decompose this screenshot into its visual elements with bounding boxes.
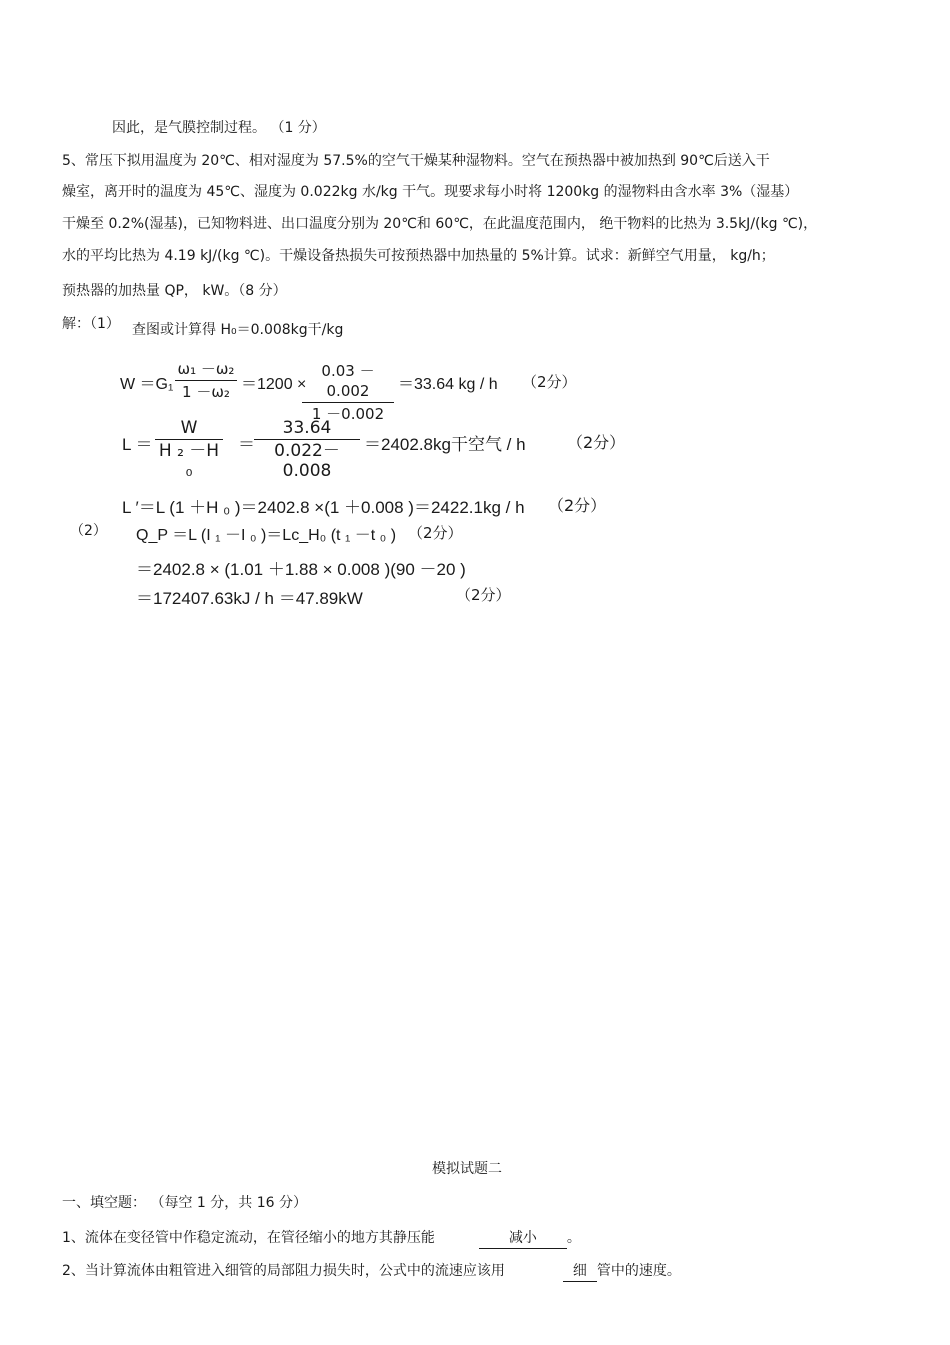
fraction-bar (155, 439, 223, 440)
equation-qp-line-2: ＝2402.8 × (1.01 ＋1.88 × 0.008 )(90 －20 ) (136, 560, 466, 579)
equation-w-fraction-1 (175, 359, 237, 402)
equation-qp-line-3-score: （2分） (456, 586, 511, 604)
equation-qp-line-1: Q_P ＝L (I ₁ －I ₀ )＝Lc_H₀ (t ₁ －t ₀ ) (136, 527, 397, 544)
problem-line-3: 干燥至 0.2%(湿基)，已知物料进、出口温度分别为 20℃和 60℃，在此温度范围内， 绝干物料的比热为 3.5kJ/(kg ℃)， (62, 216, 818, 232)
fraction-numerator: 0.03 －0.002 (321, 362, 375, 400)
question-2 (62, 1261, 681, 1282)
exam-title: 模拟试题二 (432, 1161, 502, 1177)
intro-line: 因此，是气膜控制过程。 （1 分） (112, 120, 326, 136)
question-1-text: 1、流体在变径管中作稳定流动，在管径缩小的地方其静压能 (62, 1230, 435, 1246)
question-2-text: 2、当计算流体由粗管进入细管的局部阻力损失时，公式中的流速应该用 (62, 1263, 505, 1279)
equation-w-score: （2分） (522, 373, 577, 391)
solution-label-2: （2） (70, 523, 107, 539)
equation-l-prime-score: （2分） (548, 496, 607, 515)
fraction-numerator: 33.64 (282, 418, 332, 438)
equation-qp-line-3: ＝172407.63kJ / h ＝47.89kW (136, 589, 363, 608)
equation-w-lhs: W ＝G₁ (120, 376, 174, 393)
solution-label-1: 解：（1） (62, 316, 120, 332)
question-2-answer: 细 (563, 1261, 597, 1282)
equation-w-fraction-2 (302, 361, 394, 424)
solution-step-1: 查图或计算得 H₀＝0.008kg干/kg (132, 322, 344, 338)
equation-l-lhs: L ＝ (122, 435, 153, 454)
equation-w-rhs: ＝33.64 kg / h (398, 376, 498, 393)
equation-l-fraction-1 (155, 418, 223, 481)
fraction-denominator: 0.022－0.008 (274, 441, 340, 481)
equation-w-mid: ＝1200 × (241, 376, 307, 393)
fraction-bar (254, 439, 360, 440)
equation-l-mid: ＝ (238, 435, 255, 454)
problem-line-4: 水的平均比热为 4.19 kJ/(kg ℃)。干燥设备热损失可按预热器中加热量的 5%计算。试求：新鲜空气用量， kg/h； (62, 248, 775, 264)
equation-l-fraction-2 (254, 418, 360, 481)
problem-line-1: 5、常压下拟用温度为 20℃、相对湿度为 57.5%的空气干燥某种湿物料。空气在预热器中被加热到 90℃后送入干 (62, 153, 770, 169)
question-1-answer: 减小 (479, 1228, 567, 1249)
fraction-bar (175, 380, 237, 381)
fraction-denominator: 1 －ω₂ (182, 383, 230, 401)
section-title: 一、填空题： （每空 1 分，共 16 分） (62, 1195, 307, 1211)
problem-line-5: 预热器的加热量 QP， kW。（8 分） (62, 283, 287, 299)
equation-l-prime: L ′＝L (1 ＋H ₀ )＝2402.8 ×(1 ＋0.008 )＝2422.1kg / h (122, 498, 525, 517)
equation-l-score: （2分） (567, 433, 626, 452)
problem-line-2: 燥室，离开时的温度为 45℃、湿度为 0.022kg 水/kg 干气。现要求每小时将 1200kg 的湿物料由含水率 3%（湿基） (62, 184, 799, 200)
fraction-numerator: ω₁ －ω₂ (177, 360, 235, 378)
question-1-end: 。 (566, 1230, 581, 1246)
question-2-end: 管中的速度。 (596, 1263, 681, 1279)
fraction-denominator: 1 －0.002 (311, 405, 385, 423)
fraction-bar (302, 402, 394, 403)
fraction-denominator: H ₂ －H ₀ (158, 441, 220, 481)
equation-l-rhs: ＝2402.8kg干空气 / h (364, 435, 526, 454)
equation-qp-line-1-score: （2分） (408, 524, 463, 542)
fraction-numerator: W (180, 418, 198, 438)
question-1 (62, 1228, 581, 1249)
